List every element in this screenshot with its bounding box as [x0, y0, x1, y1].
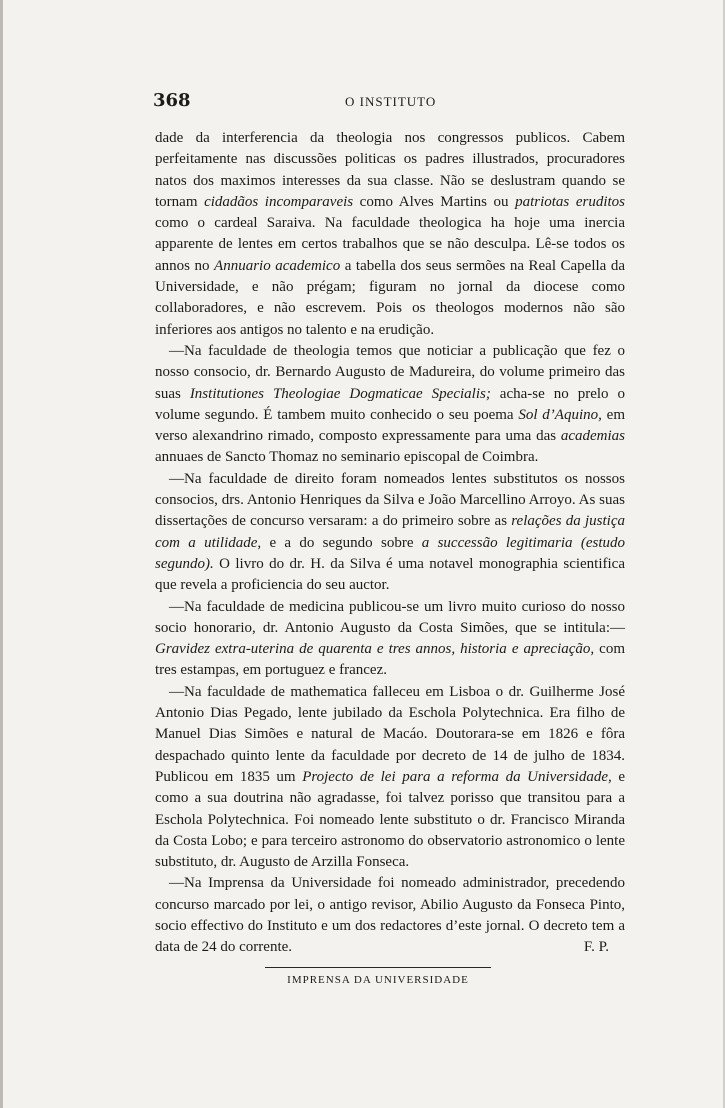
text-run: —Na Imprensa da Universidade foi nomeado administrador, precedendo concurso marcado por lei, o antigo revisor, Abilio Augusto da Fonseca Pinto, socio effectivo do Instituto e um dos redactores d’este jornal. O decreto tem a data de 24 do corrente.: [155, 875, 625, 956]
text-run: acha-se no prelo o volume segundo. É tambem muito conhecido o seu poema: [155, 385, 625, 423]
footer-imprint: IMPRENSA DA UNIVERSIDADE: [287, 973, 469, 986]
text-run: —Na faculdade de medicina publicou-se um livro muito curioso do nosso socio honorario, dr. Antonio Augusto da Costa Simões, que se intitula:—: [155, 598, 625, 636]
text-run: —Na faculdade de mathematica falleceu em Lisboa o dr. Guilherme José Antonio Dias Pegado, lente jubilado da Eschola Polytechnica. Era filho de Manuel Dias Simões e natural de Macáo. Doutorara-se em 1826 e fôra despachado quinto lente da faculdade por decreto de 14 de julho de 1834. Publicou em 1835 um: [155, 683, 625, 785]
paragraph-faculty-law: [155, 469, 625, 597]
page-number: 368: [153, 90, 191, 111]
text-run: —Na faculdade de direito foram nomeados lentes substitutos os nossos consocios, drs. Antonio Henriques da Silva e João Marcellino Arroyo. As suas dissertações de concurso versaram: a do primeiro sobre as: [155, 470, 625, 530]
page-header: [155, 90, 625, 116]
footer-rule: [265, 967, 491, 968]
paragraph-faculty-mathematics: [155, 682, 625, 874]
italic-text-run: a successão legitimaria (estudo segundo).: [155, 534, 625, 572]
italic-text-run: Projecto de lei para a reforma da Universidade,: [302, 768, 612, 785]
text-run: e a do segundo sobre: [261, 534, 422, 551]
text-run: O livro do dr. H. da Silva é uma notavel monographia scientifica que revela a proficiencia do seu auctor.: [155, 555, 625, 594]
text-run: e como a sua doutrina não agradasse, foi talvez porisso que transitou para a Eschola Polytechnica. Foi nomeado lente substituto o dr. Francisco Miranda da Costa Lobo; e para terceiro astronomo do observatorio astronomico o lente substituto, dr. Augusto de Arzilla Fonseca.: [155, 768, 625, 871]
italic-text-run: Sol d’Aquino,: [518, 406, 602, 423]
text-run: dade da interferencia da theologia nos congressos publicos. Cabem perfeitamente nas discussões politicas os padres illustrados, procuradores natos dos maximos interesses da sua classe. Não se deslustram quando se tornam: [155, 130, 625, 210]
text-run: em verso alexandrino rimado, composto expressamente para uma das: [155, 406, 625, 445]
text-run: annuaes de Sancto Thomaz no seminario episcopal de Coimbra.: [155, 449, 539, 466]
paragraph-faculty-medicine: [155, 597, 625, 682]
text-run: como o cardeal Saraiva. Na faculdade theologica ha hoje uma inercia apparente de lentes em certos trabalhos que se não desculpa. Lê-se todos os annos no: [155, 215, 625, 274]
italic-text-run: Gravidez extra-uterina de quarenta e tres annos, historia e apreciação,: [155, 641, 595, 658]
italic-text-run: Annuario academico: [214, 257, 341, 274]
italic-text-run: relações da justiça com a utilidade,: [155, 513, 625, 551]
paragraph-imprensa: [155, 873, 625, 958]
signature: F. P.: [583, 939, 609, 956]
italic-text-run: academias: [560, 428, 625, 445]
article-body: [155, 128, 625, 959]
running-head: O INSTITUTO: [345, 94, 437, 109]
book-page: [155, 90, 625, 986]
italic-text-run: patriotas eruditos: [515, 193, 625, 210]
text-run: como Alves Martins ou: [353, 193, 516, 210]
paragraph-theology-interference: [155, 128, 625, 341]
italic-text-run: cidadãos incomparaveis: [204, 193, 354, 210]
paragraph-faculty-theology: [155, 341, 625, 469]
text-run: a tabella dos seus sermões na Real Capella da Universidade, e não prégam; figuram no jornal da diocese como collaboradores, e não escrevem. Pois os theologos modernos não são inferiores aos antigos no talento e na erudição.: [155, 257, 626, 338]
text-run: —Na faculdade de theologia temos que noticiar a publicação que fez o nosso consocio, dr. Bernardo Augusto de Madureira, do volume primeiro das suas: [155, 342, 625, 402]
text-run: com tres estampas, em portuguez e francez.: [155, 641, 625, 679]
italic-text-run: Institutiones Theologiae Dogmaticae Specialis;: [189, 385, 491, 402]
